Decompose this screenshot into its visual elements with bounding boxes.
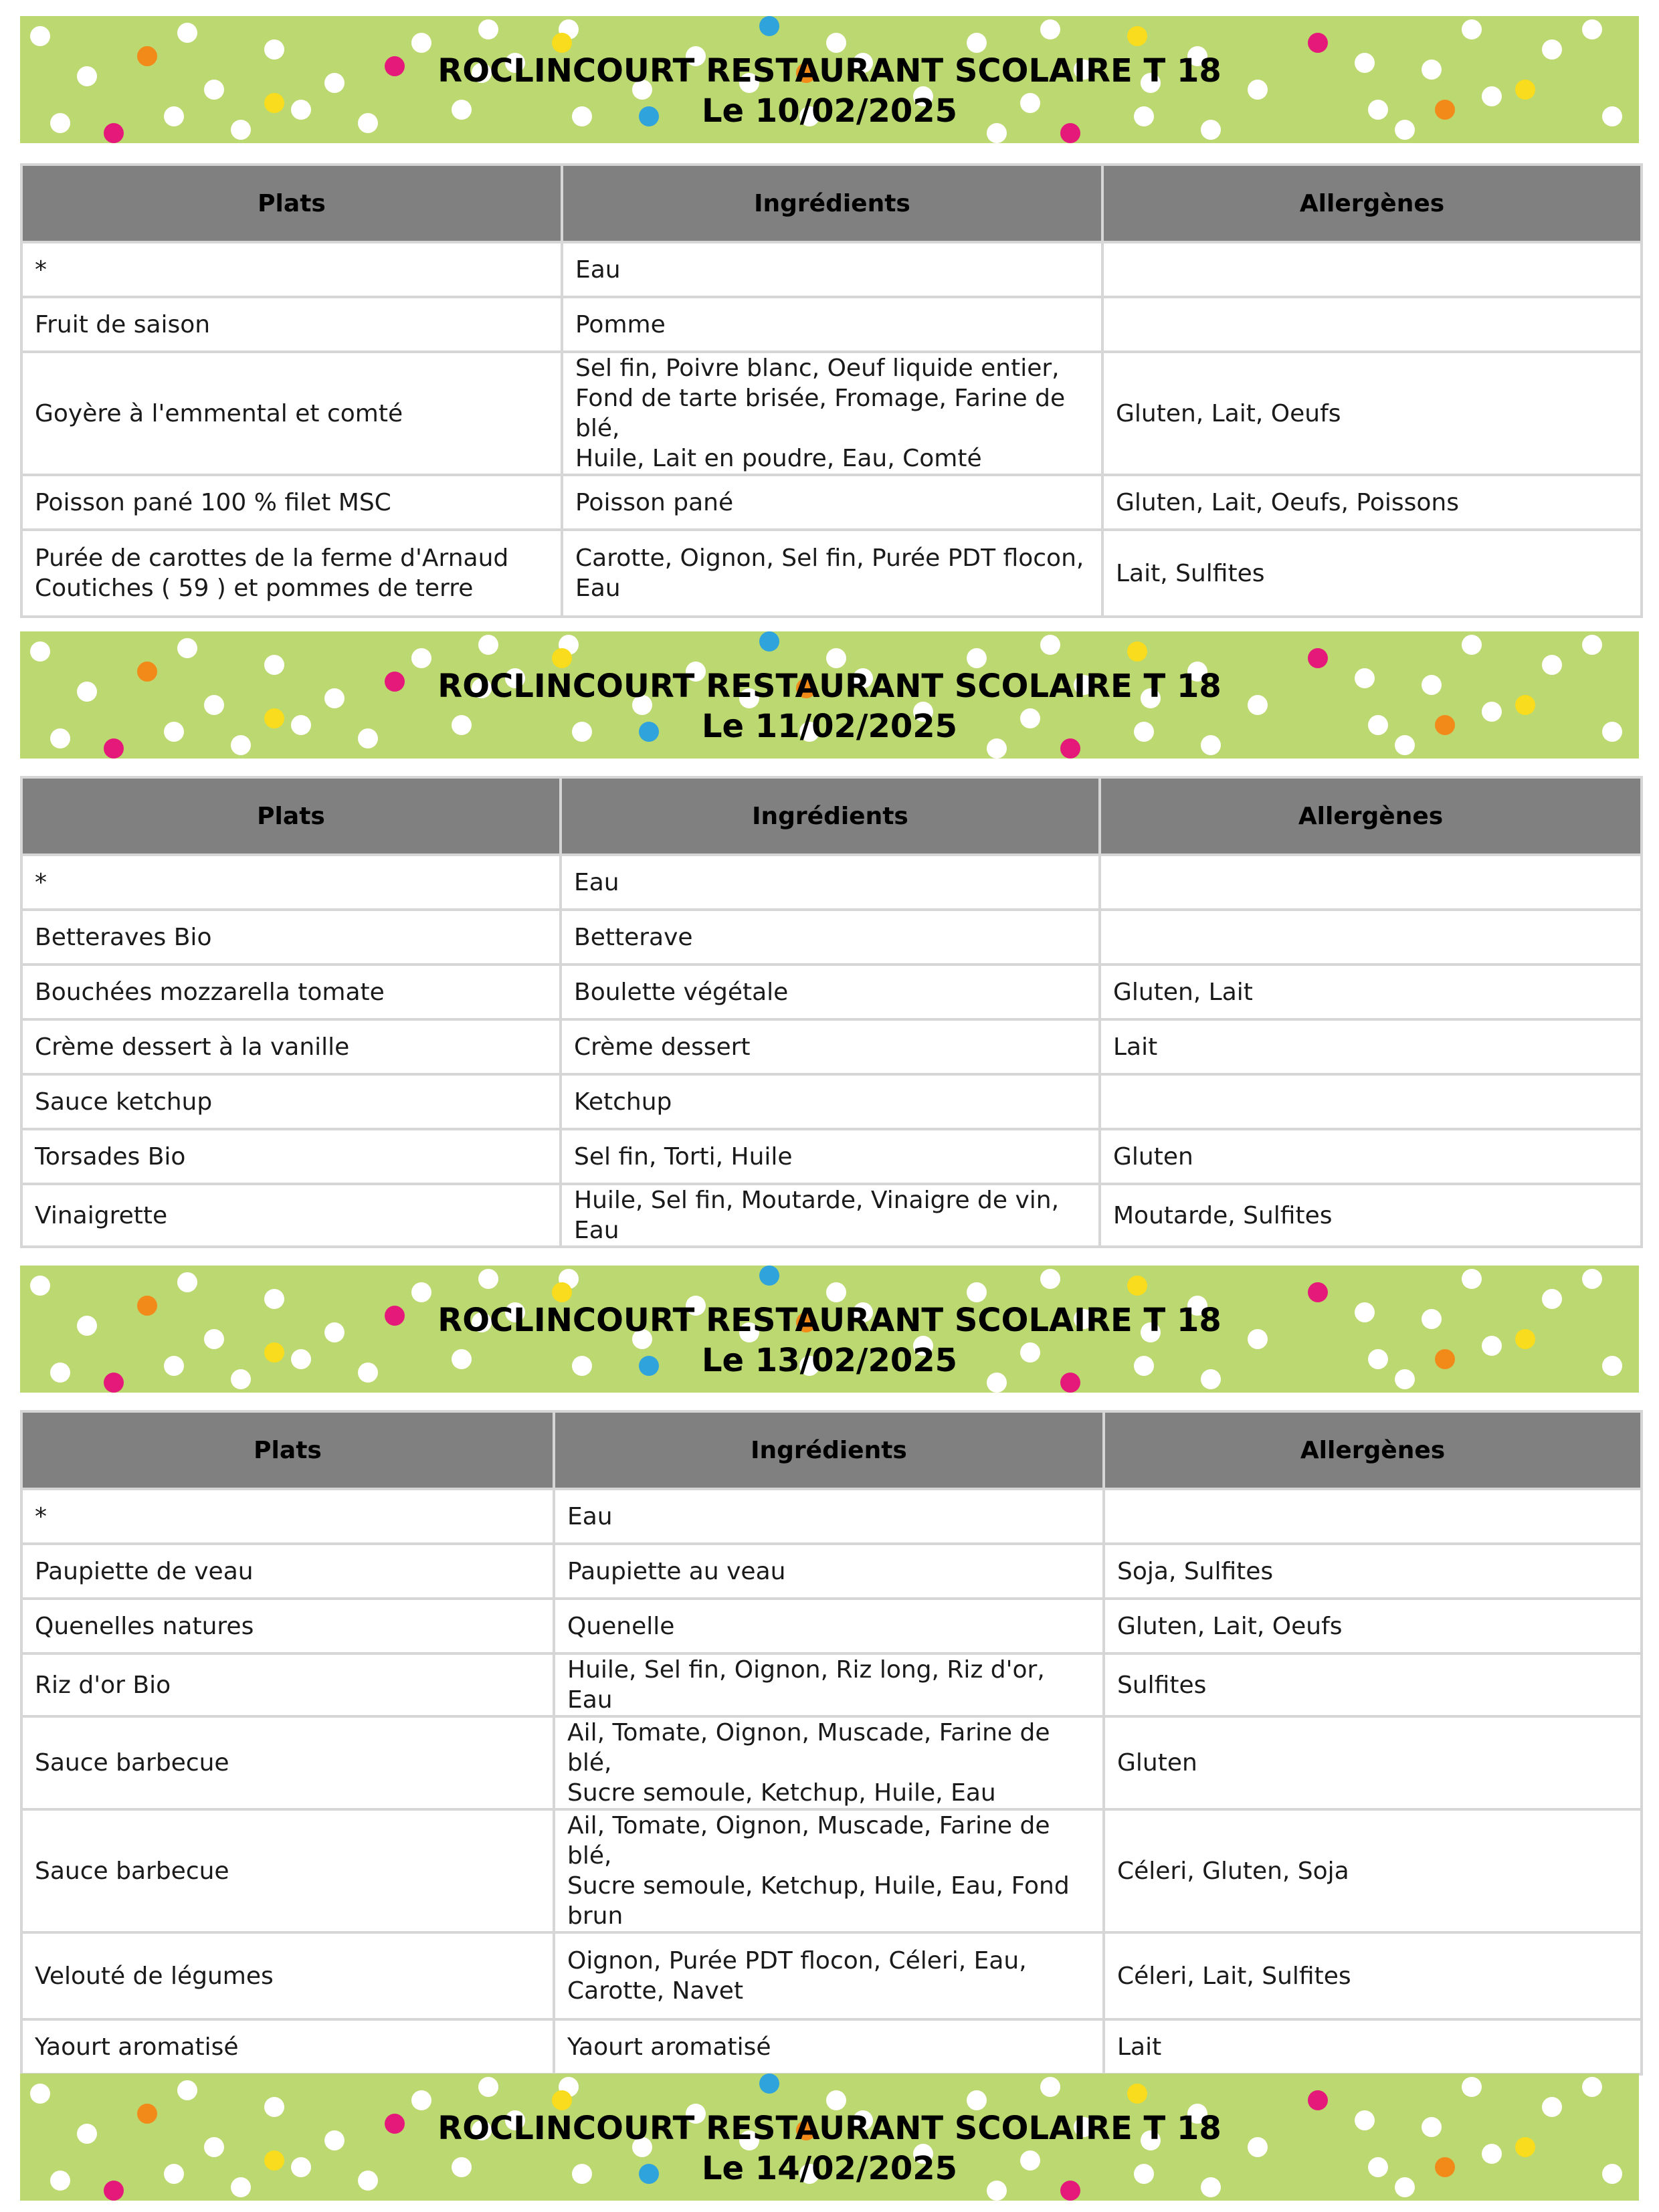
column-header-plat: Plats [21, 165, 562, 242]
cell-plat: Paupiette de veau [21, 1544, 554, 1599]
cell-ingredients: Eau [562, 242, 1102, 297]
table-row [21, 910, 1642, 965]
decor-dot [1582, 19, 1602, 39]
cell-plat: * [21, 855, 561, 910]
cell-ingredients: Eau [554, 1489, 1104, 1544]
cell-plat: * [21, 242, 562, 297]
cell-ingredients: Carotte, Oignon, Sel fin, Purée PDT flocon, Eau [562, 530, 1102, 617]
cell-plat: Velouté de légumes [21, 1932, 554, 2019]
decor-dot [1127, 1276, 1147, 1296]
decor-dot [177, 1272, 197, 1292]
table-row [21, 530, 1642, 617]
decor-dot [759, 631, 779, 651]
decor-dot [967, 33, 987, 53]
table-row [21, 242, 1642, 297]
table-row [21, 1716, 1642, 1809]
column-header-ingredients: Ingrédients [561, 777, 1100, 855]
banner-date: Le 14/02/2025 [701, 2150, 958, 2187]
table-header-row [21, 777, 1642, 855]
table-row [21, 1184, 1642, 1247]
cell-ingredients: Yaourt aromatisé [554, 2019, 1104, 2074]
cell-ingredients: Quenelle [554, 1599, 1104, 1653]
banner-title: ROCLINCOURT RESTAURANT SCOLAIRE T 18 [437, 668, 1222, 705]
decor-dot [1127, 641, 1147, 662]
cell-plat: Betteraves Bio [21, 910, 561, 965]
table-row [21, 1932, 1642, 2019]
decor-dot [177, 2080, 197, 2100]
column-header-allergenes: Allergènes [1102, 165, 1642, 242]
cell-allergenes: Lait [1100, 1019, 1642, 1074]
cell-allergenes: Gluten, Lait, Oeufs [1102, 352, 1642, 475]
decor-dot [411, 33, 431, 53]
table-row [21, 1129, 1642, 1184]
decor-dot [30, 641, 50, 662]
table-row [21, 1074, 1642, 1129]
menu-table [20, 163, 1643, 618]
cell-ingredients: Boulette végétale [561, 965, 1100, 1019]
column-header-allergenes: Allergènes [1104, 1411, 1642, 1489]
table-row [21, 2019, 1642, 2074]
column-header-ingredients: Ingrédients [554, 1411, 1104, 1489]
decor-dot [177, 23, 197, 43]
decor-dot [1040, 2077, 1060, 2097]
banner-title: ROCLINCOURT RESTAURANT SCOLAIRE T 18 [437, 52, 1222, 90]
decor-dot [1582, 1269, 1602, 1289]
decor-dot [552, 33, 572, 53]
banner-title: ROCLINCOURT RESTAURANT SCOLAIRE T 18 [437, 2110, 1222, 2147]
cell-plat: Vinaigrette [21, 1184, 561, 1247]
cell-ingredients: Huile, Sel fin, Oignon, Riz long, Riz d'or, Eau [554, 1653, 1104, 1716]
decor-dot [552, 648, 572, 668]
decor-dot [1308, 2090, 1328, 2110]
banner-date: Le 10/02/2025 [701, 92, 958, 130]
decor-dot [30, 26, 50, 46]
cell-plat: Bouchées mozzarella tomate [21, 965, 561, 1019]
cell-allergenes: Soja, Sulfites [1104, 1544, 1642, 1599]
column-header-plat: Plats [21, 777, 561, 855]
cell-plat: Sauce barbecue [21, 1809, 554, 1932]
decor-dot [1127, 2084, 1147, 2104]
cell-plat: Poisson pané 100 % filet MSC [21, 475, 562, 530]
cell-ingredients: Huile, Sel fin, Moutarde, Vinaigre de vin, Eau [561, 1184, 1100, 1247]
cell-ingredients: Sel fin, Poivre blanc, Oeuf liquide entier, Fond de tarte brisée, Fromage, Farine de blé, Huile, Lait en poudre, Eau, Comté [562, 352, 1102, 475]
cell-plat: Yaourt aromatisé [21, 2019, 554, 2074]
column-header-plat: Plats [21, 1411, 554, 1489]
decor-dot [30, 1276, 50, 1296]
cell-ingredients: Ail, Tomate, Oignon, Muscade, Farine de blé, Sucre semoule, Ketchup, Huile, Eau, Fond brun [554, 1809, 1104, 1932]
decor-dot [967, 1282, 987, 1302]
cell-plat: Goyère à l'emmental et comté [21, 352, 562, 475]
cell-allergenes: Gluten, Lait [1100, 965, 1642, 1019]
decor-dot [826, 648, 846, 668]
table-row [21, 1489, 1642, 1544]
column-header-allergenes: Allergènes [1100, 777, 1642, 855]
decor-dot [1462, 1269, 1482, 1289]
table-row [21, 475, 1642, 530]
table-row [21, 297, 1642, 352]
table-row [21, 965, 1642, 1019]
cell-ingredients: Eau [561, 855, 1100, 910]
decor-dot [1040, 19, 1060, 39]
table-row [21, 1599, 1642, 1653]
cell-allergenes: Lait, Sulfites [1102, 530, 1642, 617]
table-row [21, 1544, 1642, 1599]
decor-dot [411, 1282, 431, 1302]
decor-dot [967, 2090, 987, 2110]
decor-dot [1308, 1282, 1328, 1302]
cell-allergenes: Sulfites [1104, 1653, 1642, 1716]
cell-ingredients: Ketchup [561, 1074, 1100, 1129]
cell-allergenes: Gluten, Lait, Oeufs [1104, 1599, 1642, 1653]
cell-plat: Quenelles natures [21, 1599, 554, 1653]
decor-dot [826, 2090, 846, 2110]
cell-allergenes: Gluten [1100, 1129, 1642, 1184]
cell-allergenes [1104, 1489, 1642, 1544]
table-row [21, 855, 1642, 910]
table-header-row [21, 1411, 1642, 1489]
decor-dot [552, 1282, 572, 1302]
decor-dot [478, 2077, 498, 2097]
cell-plat: Sauce barbecue [21, 1716, 554, 1809]
cell-allergenes: Moutarde, Sulfites [1100, 1184, 1642, 1247]
table-row [21, 1019, 1642, 1074]
decor-dot [967, 648, 987, 668]
decor-dot [552, 2090, 572, 2110]
decor-dot [478, 1269, 498, 1289]
cell-ingredients: Betterave [561, 910, 1100, 965]
cell-plat: Purée de carottes de la ferme d'Arnaud Coutiches ( 59 ) et pommes de terre [21, 530, 562, 617]
decor-dot [1040, 635, 1060, 655]
cell-allergenes: Céleri, Lait, Sulfites [1104, 1932, 1642, 2019]
table-row [21, 1653, 1642, 1716]
table-row [21, 1809, 1642, 1932]
decor-dot [1308, 648, 1328, 668]
decor-dot [1308, 33, 1328, 53]
decor-dot [759, 2074, 779, 2094]
cell-plat: Torsades Bio [21, 1129, 561, 1184]
cell-allergenes [1100, 855, 1642, 910]
decor-dot [478, 635, 498, 655]
decor-dot [1127, 26, 1147, 46]
decor-dot [759, 1266, 779, 1286]
cell-allergenes: Lait [1104, 2019, 1642, 2074]
cell-allergenes: Céleri, Gluten, Soja [1104, 1809, 1642, 1932]
cell-plat: * [21, 1489, 554, 1544]
cell-allergenes [1100, 1074, 1642, 1129]
date-banner [20, 1266, 1639, 1393]
date-banner [20, 2074, 1639, 2201]
menu-table [20, 1410, 1643, 2076]
decor-dot [1462, 635, 1482, 655]
date-banner [20, 16, 1639, 143]
decor-dot [1582, 2077, 1602, 2097]
decor-dot [1462, 19, 1482, 39]
date-banner [20, 631, 1639, 759]
cell-plat: Crème dessert à la vanille [21, 1019, 561, 1074]
cell-ingredients: Poisson pané [562, 475, 1102, 530]
cell-ingredients: Oignon, Purée PDT flocon, Céleri, Eau, Carotte, Navet [554, 1932, 1104, 2019]
cell-plat: Sauce ketchup [21, 1074, 561, 1129]
cell-allergenes [1102, 242, 1642, 297]
decor-dot [1462, 2077, 1482, 2097]
column-header-ingredients: Ingrédients [562, 165, 1102, 242]
decor-dot [30, 2084, 50, 2104]
cell-ingredients: Crème dessert [561, 1019, 1100, 1074]
cell-ingredients: Paupiette au veau [554, 1544, 1104, 1599]
cell-ingredients: Sel fin, Torti, Huile [561, 1129, 1100, 1184]
cell-plat: Riz d'or Bio [21, 1653, 554, 1716]
decor-dot [1582, 635, 1602, 655]
banner-title: ROCLINCOURT RESTAURANT SCOLAIRE T 18 [437, 1302, 1222, 1339]
cell-allergenes: Gluten, Lait, Oeufs, Poissons [1102, 475, 1642, 530]
cell-plat: Fruit de saison [21, 297, 562, 352]
decor-dot [826, 1282, 846, 1302]
decor-dot [826, 33, 846, 53]
decor-dot [1040, 1269, 1060, 1289]
decor-dot [411, 648, 431, 668]
cell-allergenes [1102, 297, 1642, 352]
banner-date: Le 11/02/2025 [701, 708, 958, 745]
decor-dot [177, 638, 197, 658]
cell-ingredients: Ail, Tomate, Oignon, Muscade, Farine de blé, Sucre semoule, Ketchup, Huile, Eau [554, 1716, 1104, 1809]
decor-dot [759, 16, 779, 36]
table-row [21, 352, 1642, 475]
cell-ingredients: Pomme [562, 297, 1102, 352]
cell-allergenes [1100, 910, 1642, 965]
menu-table [20, 776, 1643, 1248]
cell-allergenes: Gluten [1104, 1716, 1642, 1809]
table-header-row [21, 165, 1642, 242]
banner-date: Le 13/02/2025 [701, 1342, 958, 1379]
decor-dot [478, 19, 498, 39]
decor-dot [411, 2090, 431, 2110]
